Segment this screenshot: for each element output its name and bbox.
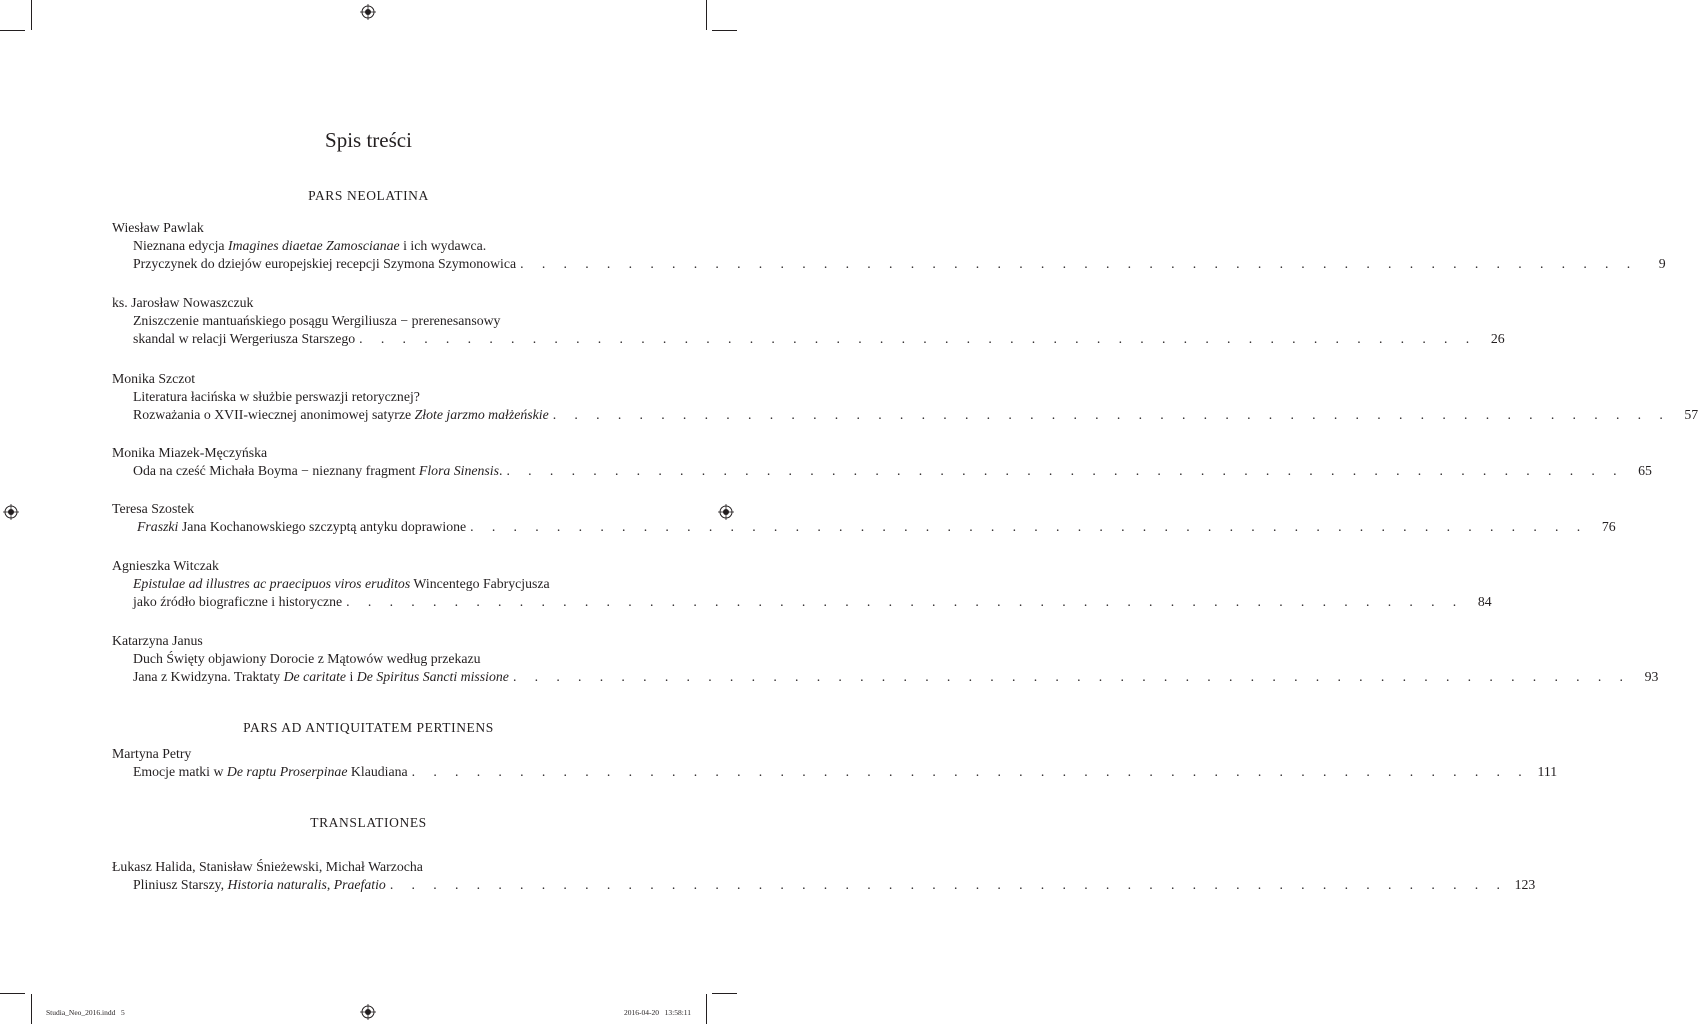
toc-page-number: 57 <box>1684 407 1698 422</box>
crop-mark <box>0 30 25 31</box>
dot-leader: . . . . . . . . . . . . . . . . . . . . . . . . . . . . . . . . . . . . . . . . . . . . . . . . . . . . <box>389 877 1508 892</box>
page-title: Spis treści <box>325 128 412 152</box>
registration-mark-icon <box>3 504 19 520</box>
toc-entry-title-text: skandal w relacji Wergeriusza Starszego <box>133 331 356 346</box>
toc-page-number: 76 <box>1601 519 1616 534</box>
toc-entry-title-text: Fraszki Jana Kochanowskiego szczyptą antyku doprawione <box>137 519 467 534</box>
toc-page-number: 9 <box>1658 256 1666 271</box>
toc-entry-title-line: Epistulae ad illustres ac praecipuos viros eruditos Wincentego Fabrycjusza <box>133 576 550 591</box>
footer-timestamp: 2016-04-20 13:58:11 <box>623 1008 691 1017</box>
toc-entry-title-last <box>133 330 1505 348</box>
section-heading-translationes: TRANSLATIONES <box>310 815 427 830</box>
section-heading-neolatina: PARS NEOLATINA <box>308 188 429 203</box>
toc-entry-title-last <box>133 763 1558 781</box>
toc-entry-author: Teresa Szostek <box>112 501 195 516</box>
footer-filename: Studia_Neo_2016.indd 5 <box>46 1008 125 1017</box>
crop-mark <box>712 993 737 994</box>
dot-leader: . . . . . . . . . . . . . . . . . . . . . . . . . . . . . . . . . . . . . . . . . . . . . . . . . . . . <box>552 407 1671 422</box>
crop-mark <box>712 30 737 31</box>
toc-entry-author: ks. Jarosław Nowaszczuk <box>112 295 254 310</box>
toc-entry-author: Katarzyna Janus <box>112 633 203 648</box>
dot-leader: . . . . . . . . . . . . . . . . . . . . . . . . . . . . . . . . . . . . . . . . . . . . . . . . . . . . <box>411 764 1530 779</box>
crop-mark <box>706 0 707 30</box>
toc-entry-title-line: Zniszczenie mantuańskiego posągu Wergiliusza − prerenesansowy <box>133 313 501 328</box>
toc-entry-title-last <box>133 406 1698 424</box>
toc-entry-title-last <box>133 462 1652 480</box>
registration-mark-icon <box>360 4 376 20</box>
toc-entry-title-last <box>133 593 1492 611</box>
toc-entry-author: Martyna Petry <box>112 746 192 761</box>
crop-mark <box>31 0 32 30</box>
toc-entry-author: Monika Szczot <box>112 371 196 386</box>
toc-entry-title-last <box>133 668 1659 686</box>
toc-entry-title-text: Jana z Kwidzyna. Traktaty De caritate i De Spiritus Sancti missione <box>133 669 509 684</box>
dot-leader: . . . . . . . . . . . . . . . . . . . . . . . . . . . . . . . . . . . . . . . . . . . . . . . . . . . . <box>470 519 1588 534</box>
toc-page-number: 26 <box>1490 331 1505 346</box>
dot-leader: . . . . . . . . . . . . . . . . . . . . . . . . . . . . . . . . . . . . . . . . . . . . . . . . . . . . <box>346 594 1464 609</box>
registration-mark-icon <box>360 1004 376 1020</box>
toc-entry-title-last <box>133 876 1536 894</box>
dot-leader: . . . . . . . . . . . . . . . . . . . . . . . . . . . . . . . . . . . . . . . . . . . . . . . . . . . . <box>506 463 1624 478</box>
dot-leader: . . . . . . . . . . . . . . . . . . . . . . . . . . . . . . . . . . . . . . . . . . . . . . . . . . . . <box>359 331 1477 346</box>
toc-entry-title-last <box>133 518 1616 536</box>
toc-entry-title-line: Literatura łacińska w służbie perswazji retorycznej? <box>133 389 420 404</box>
toc-entry-title-line: Nieznana edycja Imagines diaetae Zamoscianae i ich wydawca. <box>133 238 487 253</box>
crop-mark <box>31 994 32 1024</box>
dot-leader: . . . . . . . . . . . . . . . . . . . . . . . . . . . . . . . . . . . . . . . . . . . . . . . . . . . . <box>512 669 1631 684</box>
section-heading-antiquitatem: PARS AD ANTIQUITATEM PERTINENS <box>243 720 494 735</box>
toc-entry-title-text: Rozważania o XVII-wiecznej anonimowej satyrze Złote jarzmo małżeńskie <box>133 407 549 422</box>
toc-entry-author: Monika Miazek-Męczyńska <box>112 445 268 460</box>
crop-mark <box>706 994 707 1024</box>
toc-entry-author: Wiesław Pawlak <box>112 220 204 235</box>
dot-leader: . . . . . . . . . . . . . . . . . . . . . . . . . . . . . . . . . . . . . . . . . . . . . . . . . . . . <box>520 256 1638 271</box>
toc-entry-title-line: Duch Święty objawiony Dorocie z Mątowów według przekazu <box>133 651 481 666</box>
toc-entry-title-text: Emocje matki w De raptu Proserpinae Klaudiana <box>133 764 408 779</box>
toc-entry-title-text: Oda na cześć Michała Boyma − nieznany fragment Flora Sinensis. <box>133 463 503 478</box>
toc-page-number: 123 <box>1514 877 1536 892</box>
toc-entry-title-text: Przyczynek do dziejów europejskiej recepcji Szymona Szymonowica <box>133 256 517 271</box>
toc-page-number: 93 <box>1644 669 1659 684</box>
crop-mark <box>0 993 25 994</box>
toc-entry-author: Agnieszka Witczak <box>112 558 219 573</box>
toc-entry-title-last <box>133 255 1666 273</box>
toc-entry-title-text: Pliniusz Starszy, Historia naturalis, Praefatio <box>133 877 386 892</box>
toc-page-number: 84 <box>1477 594 1492 609</box>
toc-page-number: 111 <box>1537 764 1558 779</box>
toc-entry-title-text: jako źródło biograficzne i historyczne <box>133 594 343 609</box>
toc-entry-author: Łukasz Halida, Stanisław Śnieżewski, Michał Warzocha <box>112 859 423 874</box>
toc-page-number: 65 <box>1638 463 1652 478</box>
